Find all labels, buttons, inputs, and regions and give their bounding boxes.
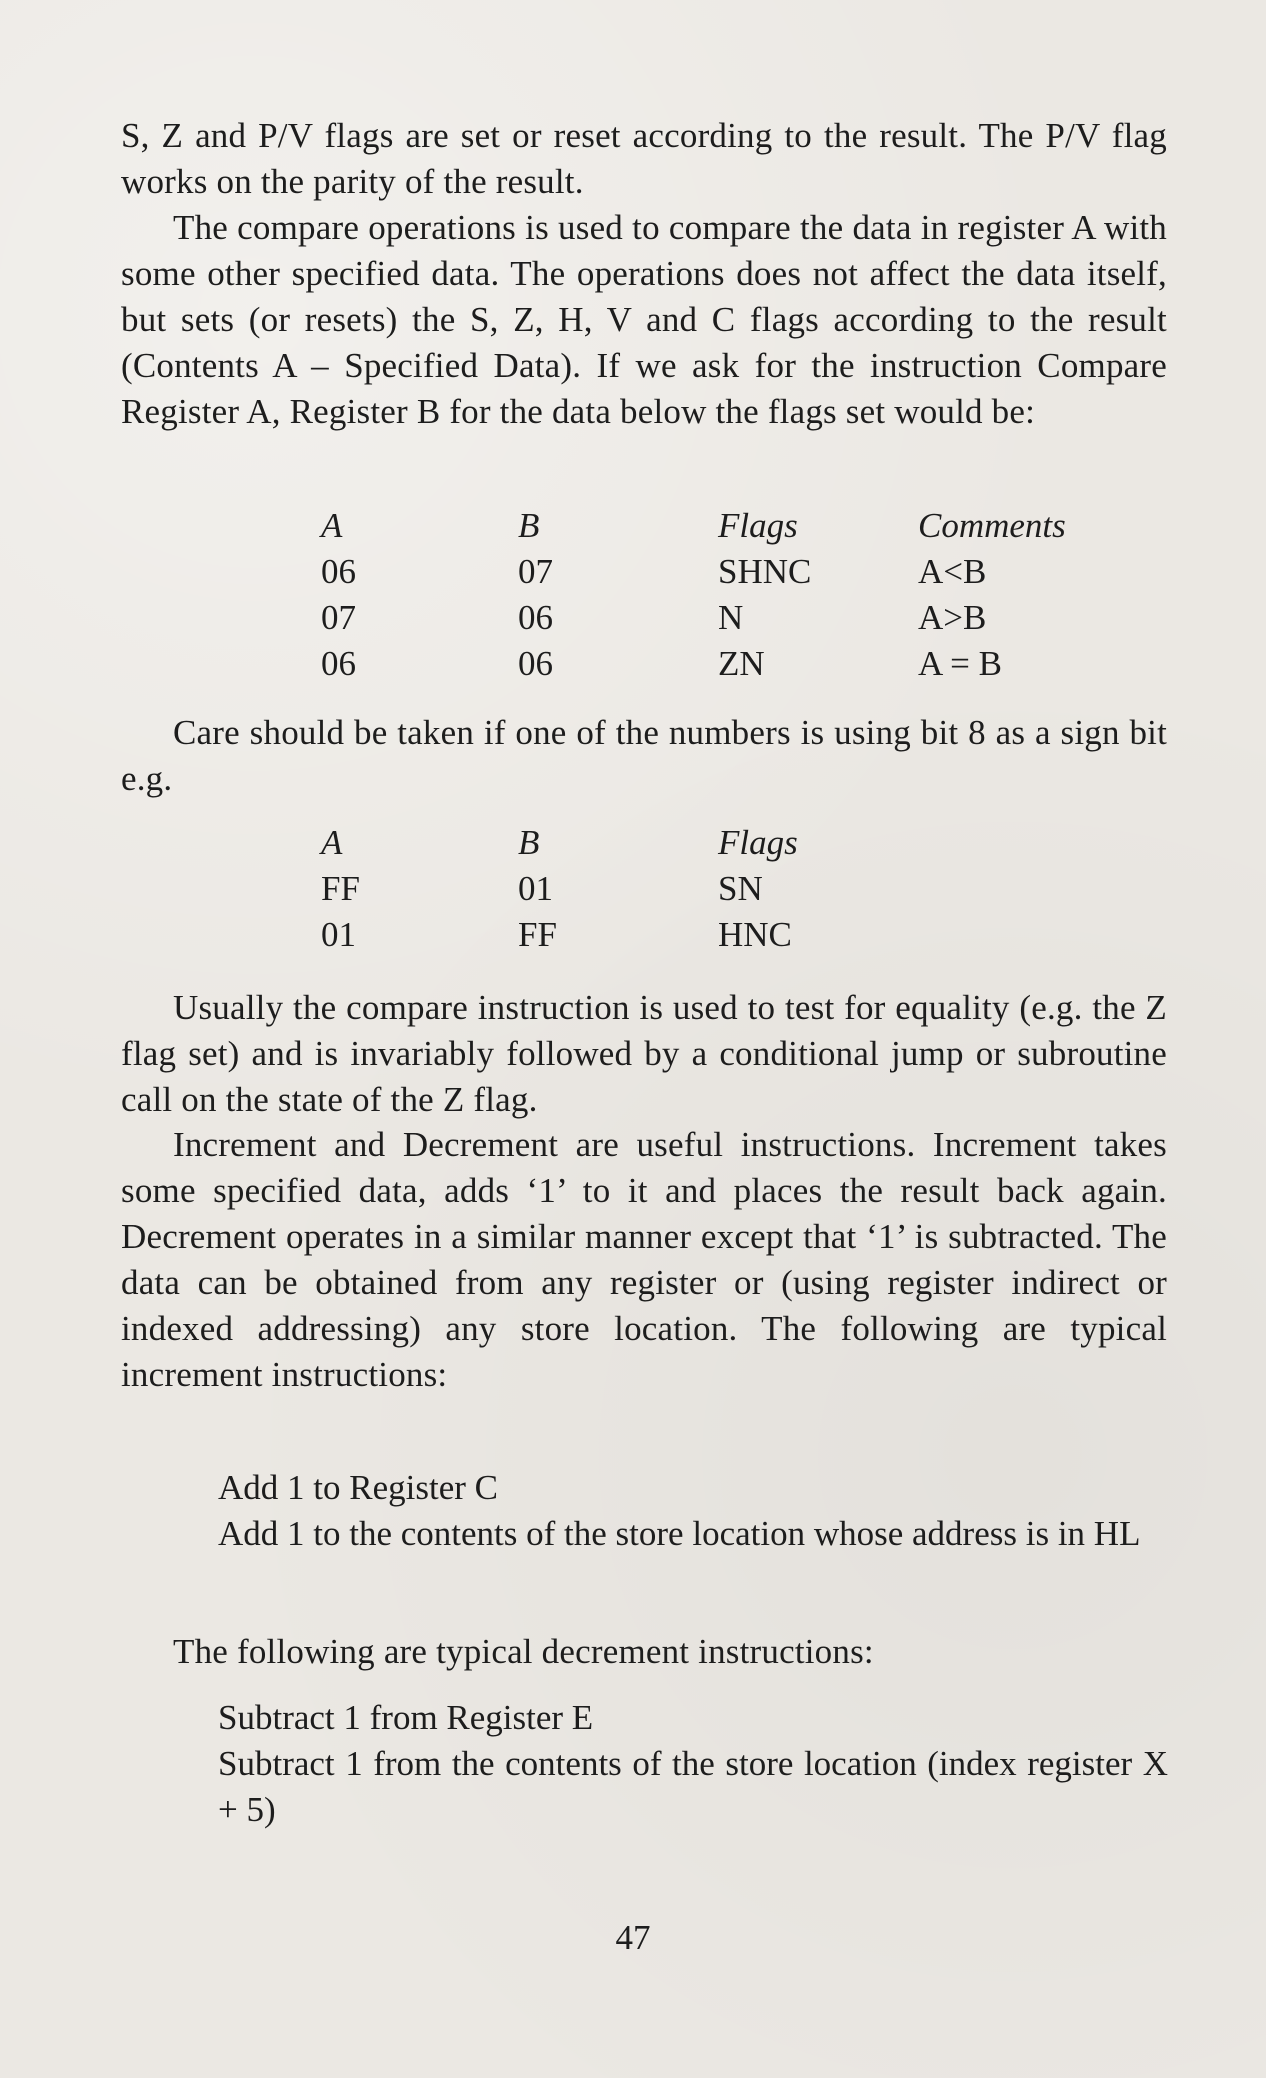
decrement-example: Subtract 1 from the contents of the store location (index register X + 5) bbox=[218, 1744, 1168, 1829]
compare-header-flags: Flags bbox=[718, 506, 798, 545]
paragraph-increment-decrement: Increment and Decrement are useful instructions. Increment takes some specified data, adds ‘1’ to it and places the result back again. Decrement operates in a similar manner except that ‘1’ is subtracted. The data can be obtained from any register or (using register indirect or indexed addressing) any store location. The following are typical increment instructions: bbox=[121, 1125, 1167, 1394]
sign-cell-b: FF bbox=[518, 915, 557, 954]
compare-header-comments: Comments bbox=[918, 506, 1066, 545]
compare-table bbox=[321, 503, 1081, 687]
compare-cell-a: 06 bbox=[321, 644, 356, 683]
paragraph-equality-test: Usually the compare instruction is used to test for equality (e.g. the Z flag set) and is invariably followed by a conditional jump or subroutine call on the state of the Z flag. bbox=[121, 988, 1167, 1119]
paragraph-flags-result: S, Z and P/V flags are set or reset according to the result. The P/V flag works on the parity of the result. bbox=[121, 116, 1167, 201]
sign-cell-flags: SN bbox=[718, 869, 763, 908]
paragraph-decrement-intro: The following are typical decrement instructions: bbox=[173, 1632, 874, 1671]
sign-cell-a: 01 bbox=[321, 915, 356, 954]
sign-cell-b: 01 bbox=[518, 869, 553, 908]
compare-table-row bbox=[321, 549, 1081, 595]
sign-table-header-row bbox=[321, 820, 921, 866]
compare-cell-a: 07 bbox=[321, 598, 356, 637]
paragraph-compare-operations: The compare operations is used to compare the data in register A with some other specified data. The operations does not affect the data itself, but sets (or resets) the S, Z, H, V and C flags according to the result (Contents A – Specified Data). If we ask for the instruction Compare Register A, Register B for the data below the flags set would be: bbox=[121, 208, 1167, 431]
sign-cell-flags: HNC bbox=[718, 915, 792, 954]
increment-example: Add 1 to Register C bbox=[218, 1468, 498, 1507]
compare-cell-flags: SHNC bbox=[718, 552, 812, 591]
compare-header-a: A bbox=[321, 506, 343, 545]
sign-header-flags: Flags bbox=[718, 823, 798, 862]
page-number: 47 bbox=[615, 1918, 651, 1957]
sign-header-b: B bbox=[518, 823, 540, 862]
sign-header-a: A bbox=[321, 823, 343, 862]
compare-cell-a: 06 bbox=[321, 552, 356, 591]
compare-cell-flags: ZN bbox=[718, 644, 765, 683]
decrement-example: Subtract 1 from Register E bbox=[218, 1698, 594, 1737]
sign-table-row bbox=[321, 866, 921, 912]
compare-cell-flags: N bbox=[718, 598, 744, 637]
compare-table-header-row bbox=[321, 503, 1081, 549]
sign-bit-table bbox=[321, 820, 921, 958]
compare-table-row bbox=[321, 641, 1081, 687]
compare-header-b: B bbox=[518, 506, 540, 545]
compare-cell-b: 06 bbox=[518, 598, 553, 637]
compare-cell-comment: A<B bbox=[918, 552, 987, 591]
compare-table-row bbox=[321, 595, 1081, 641]
compare-cell-comment: A>B bbox=[918, 598, 987, 637]
compare-cell-comment: A = B bbox=[918, 644, 1002, 683]
compare-cell-b: 07 bbox=[518, 552, 553, 591]
paragraph-sign-bit: Care should be taken if one of the numbers is using bit 8 as a sign bit e.g. bbox=[121, 713, 1167, 798]
sign-cell-a: FF bbox=[321, 869, 360, 908]
compare-cell-b: 06 bbox=[518, 644, 553, 683]
sign-table-row bbox=[321, 912, 921, 958]
increment-example: Add 1 to the contents of the store location whose address is in HL bbox=[218, 1514, 1141, 1553]
